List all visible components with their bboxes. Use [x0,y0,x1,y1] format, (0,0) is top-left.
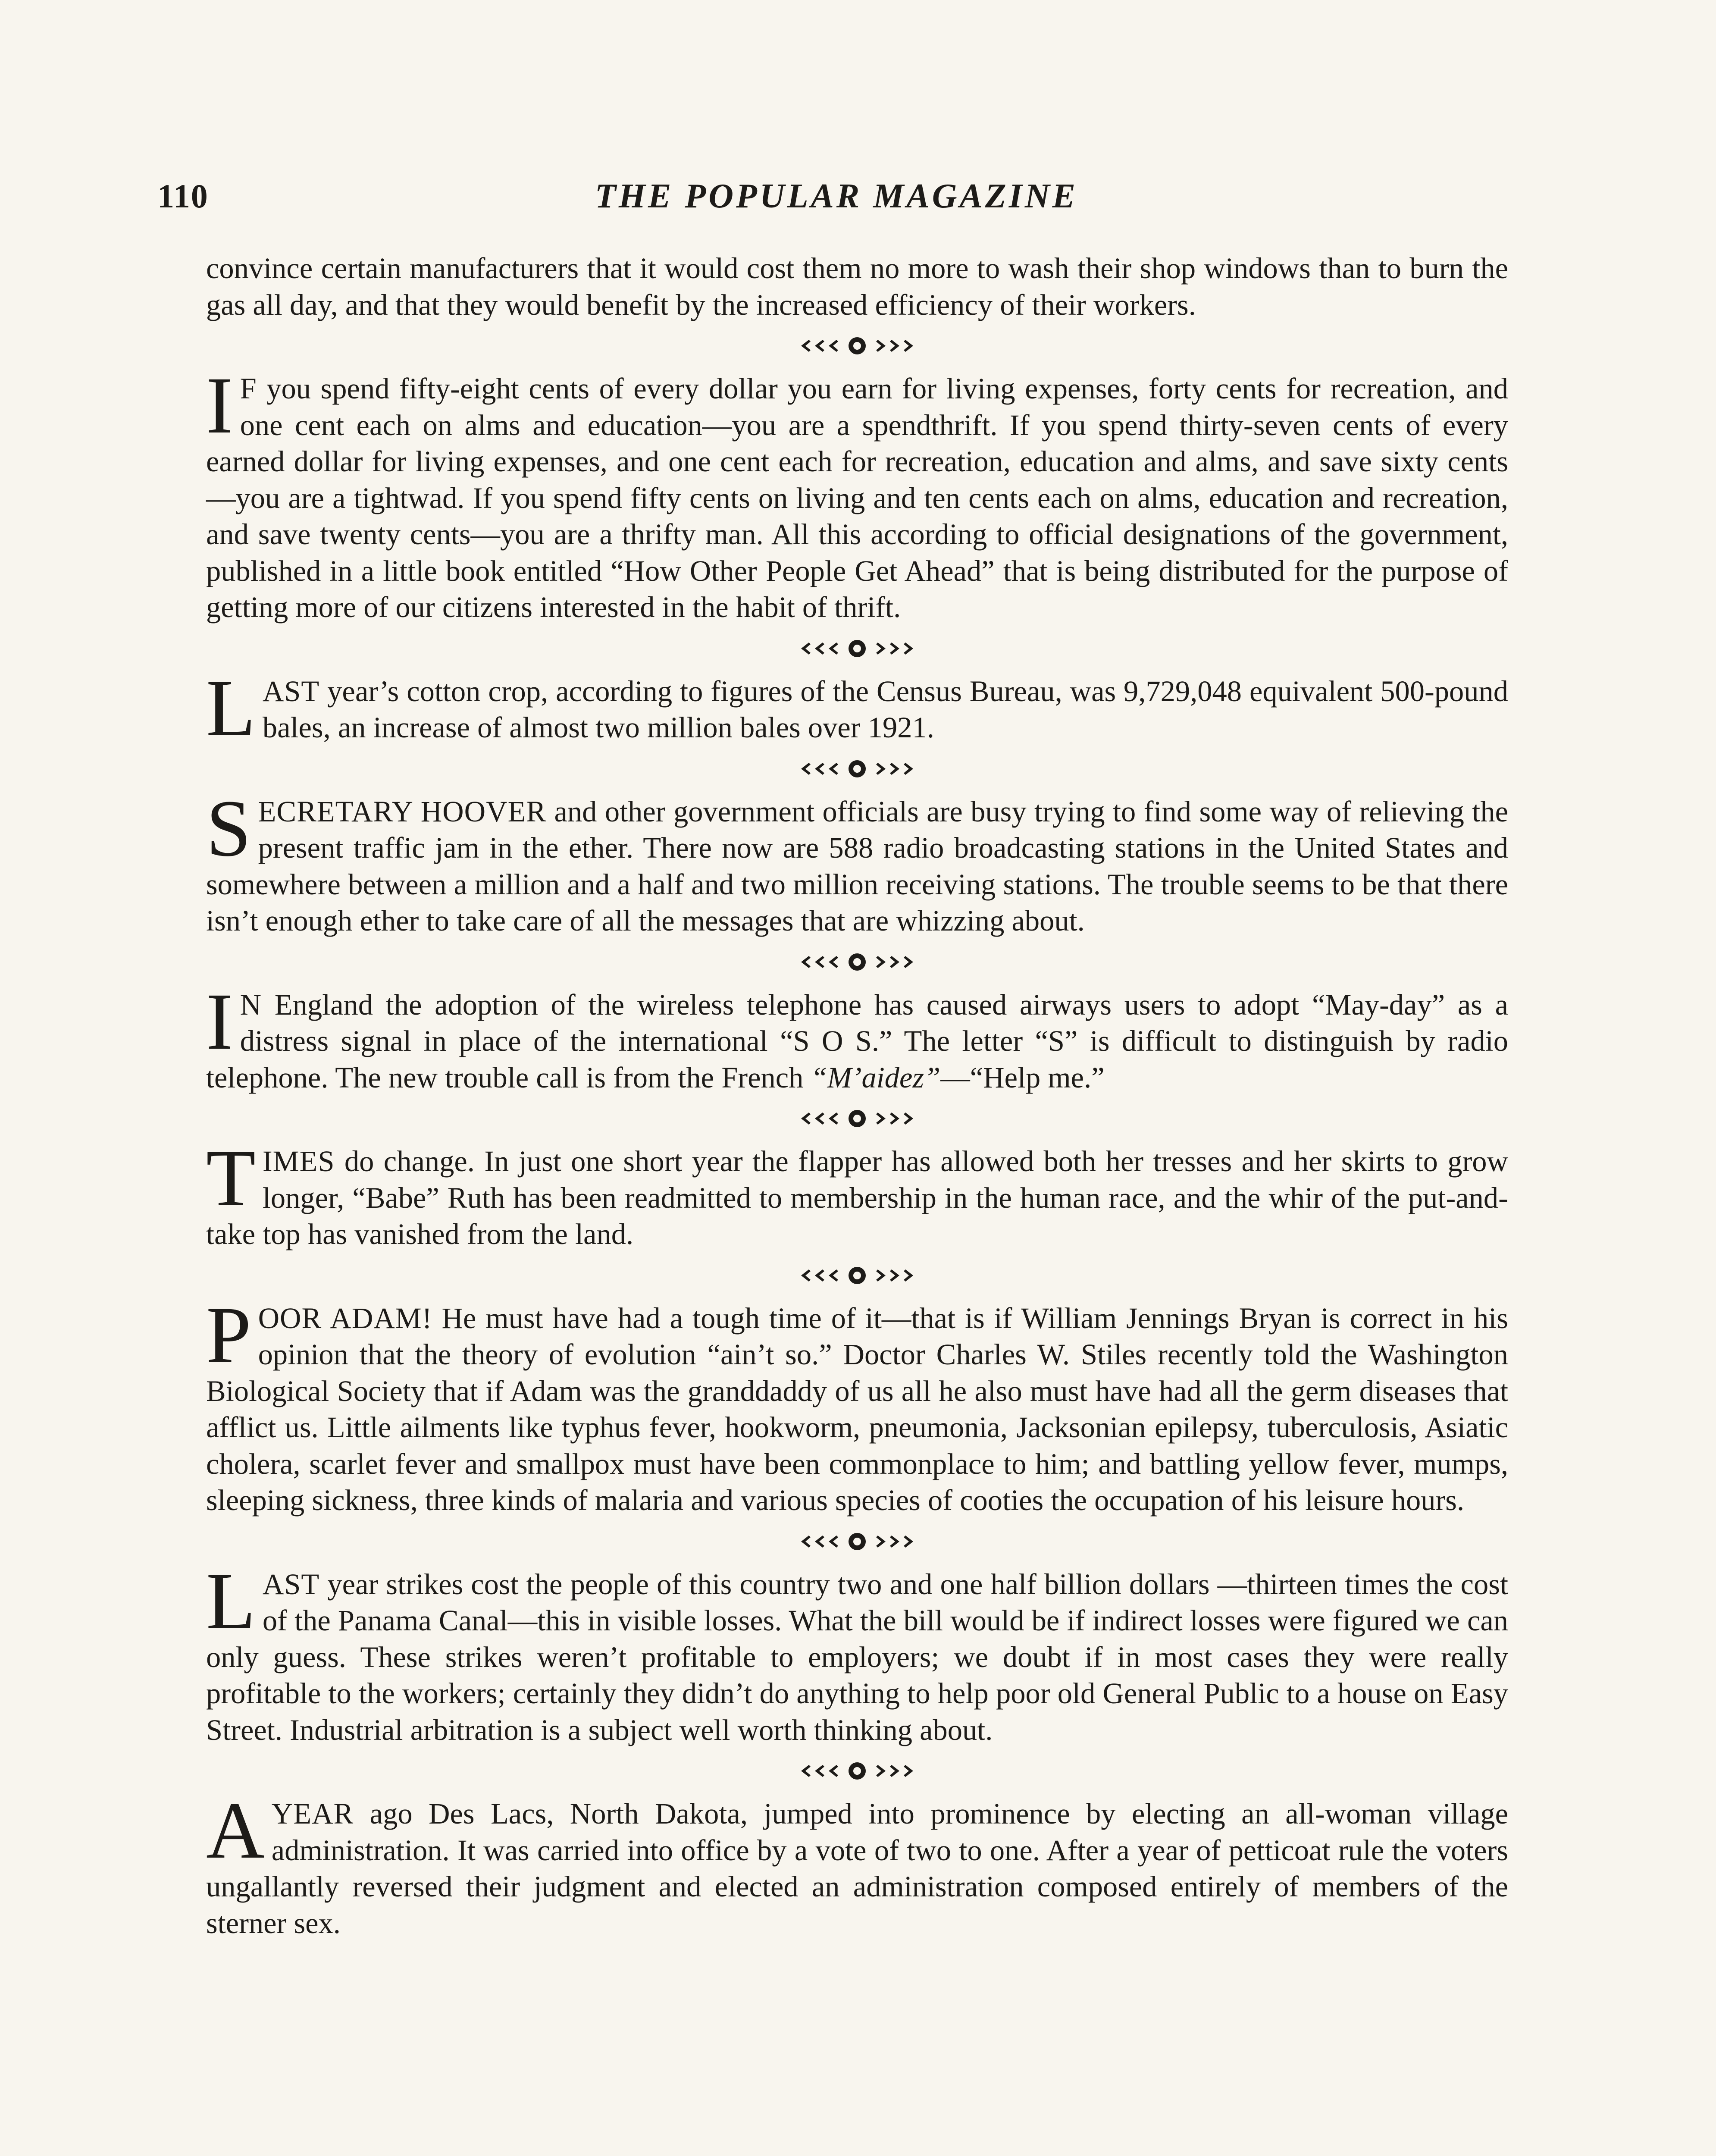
article-des-lacs [206,1785,1508,1941]
lead-caps: YEAR [271,1797,354,1830]
drop-cap: S [206,783,251,873]
article-text: LAST year’s cotton crop, according to figures of the Census Bureau, was 9,729,048 equivalent 500-pound bales, an increase of almost two million bales over 1921. [206,662,1508,753]
drop-cap: A [206,1785,265,1875]
article-mayday [206,976,1508,1096]
drop-cap: T [206,1133,256,1223]
text-column [206,250,1508,1941]
page-header [157,172,1516,229]
article-text: convince certain manufacturers that it would cost them no more to wash their shop windows than to burn the gas all day, and that they would benefit by the increased efficiency of their workers. [206,252,1508,321]
article-poor-adam [206,1289,1508,1519]
article-text: POOR ADAM! He must have had a tough time of it—that is if William Jennings Bryan is correct in his opinion that the theory of evolution “ain’t so.” Doctor Charles W. Stiles recently told the Washington Biological Society that if Adam was the granddaddy of us all he also must have had all the germ diseases that afflict us. Little ailments like typhus fever, hookworm, pneumonia, Jacksonian epilepsy, tuberculosis, Asiatic cholera, scarlet fever and smallpox must have been commonplace to him; and battling yellow fever, mumps, sleeping sickness, three kinds of malaria and various species of cooties the occupation of his leisure hours. [206,1289,1508,1517]
fleuron-divider-icon [792,1260,922,1291]
page-number: 110 [157,177,209,215]
article-text: TIMES do change. In just one short year the flapper has allowed both her tresses and her skirts to grow longer, “Babe” Ruth has been readmitted to membership in the human race, and the whir of the put-and-take top has vanished from the land. [206,1133,1508,1250]
lead-caps: AST [262,674,320,708]
lead-caps: F [240,372,257,405]
drop-cap: I [206,976,233,1066]
italic-phrase: “M’aidez” [811,1061,941,1094]
lead-caps: IMES [262,1145,335,1178]
article-hoover-radio [206,783,1508,939]
article-text: I N England the adoption of the wireless telephone has caused airways users to adopt “May-day” as a distress signal in place of the international “S O S.” The letter “S” is difficult to distinguish by radio telephone. The new trouble call is from the French “M’aidez”—“Help me.” [206,976,1508,1094]
article-cotton-crop [206,662,1508,753]
running-head: THE POPULAR MAGAZINE [595,177,1078,215]
lead-caps: AST [262,1567,320,1601]
drop-cap: L [206,662,256,753]
drop-cap: L [206,1555,256,1646]
fleuron-divider-icon [792,1526,922,1557]
article-strikes [206,1555,1508,1749]
article-text: SECRETARY HOOVER and other government officials are busy trying to find some way of relieving the present traffic jam in the ether. There now are 588 radio broadcasting stations in the United States and somewhere between a million and a half and two million receiving stations. The trouble seems to be that there isn’t enough ether to take care of all the messages that are whizzing about. [206,783,1508,937]
fleuron-divider-icon [792,1103,922,1134]
lead-caps: ECRETARY HOOVER [258,795,547,828]
article-continuation [206,250,1508,323]
article-text: LAST year strikes cost the people of this country two and one half billion dollars —thirteen times the cost of the Panama Canal—this in visible losses. What the bill would be if indirect losses were figured we can only guess. These strikes weren’t profitable to employers; we doubt if in most cases they were really profitable to the workers; certainly they didn’t do anything to help poor old General Public to a house on Easy Street. Industrial arbitration is a subject well worth thinking about. [206,1555,1508,1746]
article-text: A YEAR ago Des Lacs, North Dakota, jumped into prominence by electing an all-woman village administration. It was carried into office by a vote of two to one. After a year of petticoat rule the voters ungallantly reversed their judgment and elected an administration composed entirely of members of the sterner sex. [206,1785,1508,1940]
article-thrift [206,360,1508,626]
fleuron-divider-icon [792,947,922,977]
article-times-change [206,1133,1508,1253]
drop-cap: P [206,1289,251,1380]
article-text: I F you spend fifty-eight cents of every dollar you earn for living expenses, forty cents for recreation, and one cent each on alms and education—you are a spendthrift. If you spend thirty-seven cents of every earned dollar for living expenses, and one cent each for recreation, education and alms, and save sixty cents—you are a tightwad. If you spend fifty cents on living and ten cents each on alms, education and recreation, and save twenty cents—you are a thrifty man. All this according to official designations of the government, published in a little book entitled “How Other People Get Ahead” that is being distributed for the purpose of getting more of our citizens interested in the habit of thrift. [206,360,1508,624]
fleuron-divider-icon [792,331,922,361]
fleuron-divider-icon [792,754,922,784]
lead-caps: OOR ADAM! [258,1301,432,1335]
lead-caps: N [240,988,262,1021]
fleuron-divider-icon [792,633,922,664]
drop-cap: I [206,360,233,450]
fleuron-divider-icon [792,1756,922,1786]
